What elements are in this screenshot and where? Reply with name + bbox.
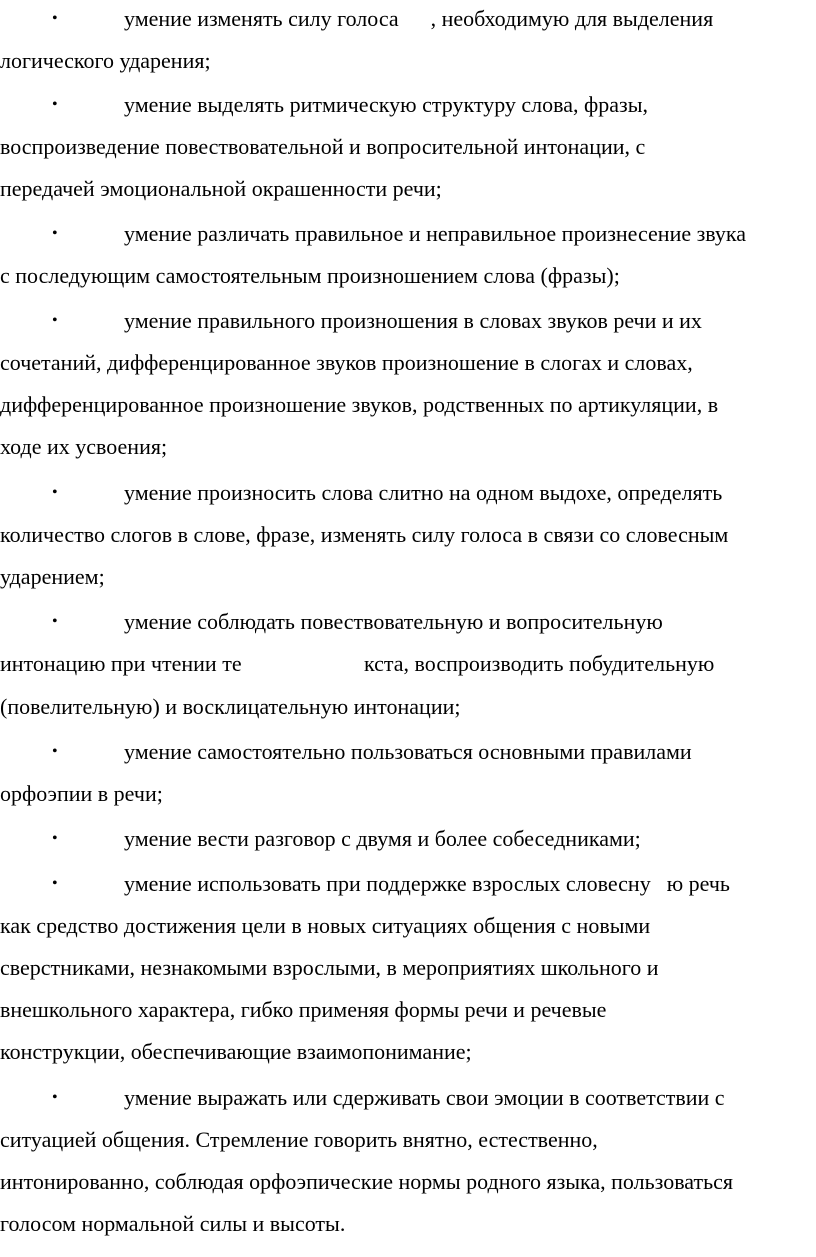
bullet-icon: • <box>52 225 58 242</box>
list-item-continuation: дифференцированное произношение звуков, родственных по артикуляции, в <box>0 392 719 417</box>
bullet-icon: • <box>52 875 58 892</box>
list-item-text: умение самостоятельно пользоваться основными правилами <box>124 739 692 764</box>
bullet-icon: • <box>52 484 58 501</box>
bullet-icon: • <box>52 1089 58 1106</box>
list-item-text-tail: , необходимую для выделения <box>430 6 714 31</box>
list-item-continuation: с последующим самостоятельным произношением слова (фразы); <box>0 263 620 288</box>
bullet-icon: • <box>52 96 58 113</box>
list-item-continuation: конструкции, обеспечивающие взаимопонимание; <box>0 1039 472 1064</box>
bullet-icon: • <box>52 312 58 329</box>
list-item-continuation: ситуацией общения. Стремление говорить внятно, естественно, <box>0 1127 598 1152</box>
list-item-text-tail: ю речь <box>666 871 730 896</box>
bullet-icon: • <box>52 830 58 847</box>
list-item-text: умение правильного произношения в словах звуков речи и их <box>124 308 702 333</box>
bullet-icon: • <box>52 613 58 630</box>
list-item-continuation: сверстниками, незнакомыми взрослыми, в мероприятиях школьного и <box>0 955 659 980</box>
list-item-text: умение различать правильное и неправильное произнесение звука <box>124 221 747 246</box>
bullet-icon: • <box>52 10 58 27</box>
list-item-text-part: кста, воспроизводить побудительную <box>364 651 715 676</box>
list-item-text: умение изменять силу голоса <box>124 6 399 31</box>
bullet-icon: • <box>52 743 58 760</box>
list-item-continuation: интонированно, соблюдая орфоэпические нормы родного языка, пользоваться <box>0 1169 734 1194</box>
list-item-text: умение соблюдать повествовательную и вопросительную <box>124 609 663 634</box>
list-item-text: умение вести разговор с двумя и более собеседниками; <box>124 826 641 851</box>
list-item-text-part: интонацию при чтении те <box>0 651 242 676</box>
list-item-continuation: ходе их усвоения; <box>0 434 168 459</box>
list-item-continuation: внешкольного характера, гибко применяя формы речи и речевые <box>0 997 607 1022</box>
list-item-continuation: воспроизведение повествовательной и вопросительной интонации, с <box>0 134 646 159</box>
list-item-continuation: количество слогов в слове, фразе, изменять силу голоса в связи со словесным <box>0 522 729 547</box>
list-item-continuation: ударением; <box>0 564 105 589</box>
list-item-continuation: логического ударения; <box>0 48 211 73</box>
list-item-continuation: передачей эмоциональной окрашенности речи; <box>0 176 442 201</box>
list-item-continuation: как средство достижения цели в новых ситуациях общения с новыми <box>0 913 651 938</box>
list-item-continuation: сочетаний, дифференцированное звуков произношение в слогах и словах, <box>0 350 693 375</box>
list-item-continuation: голосом нормальной силы и высоты. <box>0 1211 346 1236</box>
list-item-continuation: орфоэпии в речи; <box>0 781 163 806</box>
list-item-text: умение выражать или сдерживать свои эмоции в соответствии с <box>124 1085 725 1110</box>
list-item-continuation: (повелительную) и восклицательную интонации; <box>0 694 461 719</box>
list-item-continuation <box>0 651 715 677</box>
list-item-text: умение использовать при поддержке взрослых словесну <box>124 871 651 896</box>
list-item-text: умение выделять ритмическую структуру слова, фразы, <box>124 92 649 117</box>
list-item-text: умение произносить слова слитно на одном выдохе, определять <box>124 480 723 505</box>
